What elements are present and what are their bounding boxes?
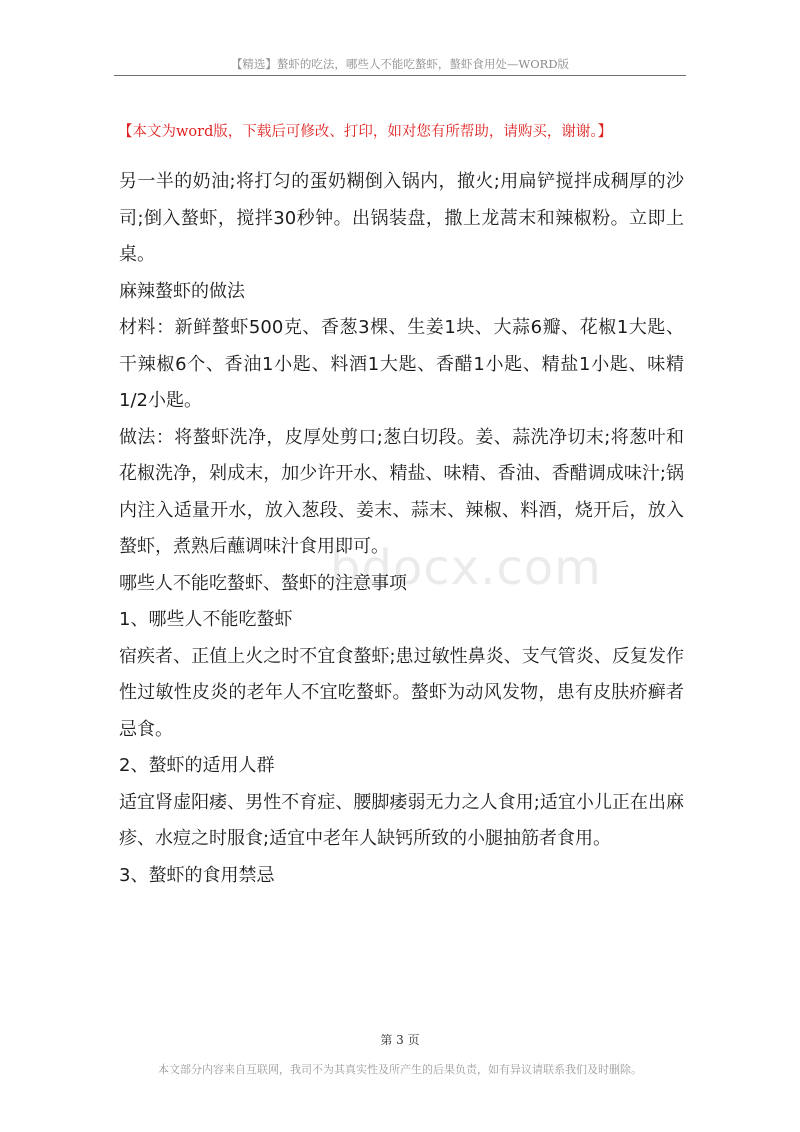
paragraph-who-should-not-eat: 宿疾者、正值上火之时不宜食螯虾;患过敏性鼻炎、支气管炎、反复发作性过敏性皮炎的老年人不宜吃螯虾。螯虾为动风发物，患有皮肤疥癣者忌食。 — [119, 645, 684, 740]
body-text — [119, 164, 684, 894]
header-title: 【精选】螯虾的吃法，哪些人不能吃螯虾，螯虾食用处—WORD版 — [230, 57, 570, 71]
heading-who-should-not-eat: 1、哪些人不能吃螯虾 — [119, 609, 293, 630]
header-divider — [114, 75, 686, 76]
page-number: 第 3 页 — [380, 1033, 420, 1047]
heading-precautions: 哪些人不能吃螯虾、螯虾的注意事项 — [119, 572, 407, 594]
heading-suitable-people: 2、螯虾的适用人群 — [119, 755, 275, 776]
download-notice: 【本文为word版，下载后可修改、打印，如对您有所帮助，请购买，谢谢。】 — [118, 124, 613, 140]
paragraph-method: 做法：将螯虾洗净，皮厚处剪口;葱白切段。姜、蒜洗净切末;将葱叶和花椒洗净，剁成末，加少许开水、精盐、味精、香油、香醋调成味汁;锅内注入适量开水，放入葱段、姜末、蒜末、辣椒、料酒，烧开后，放入螯虾，煮熟后蘸调味汁食用即可。 — [119, 426, 684, 557]
footer-disclaimer: 本文部分内容来自互联网，我司不为其真实性及所产生的后果负责，如有异议请联系我们及时删除。 — [158, 1063, 642, 1076]
paragraph-suitable-people: 适宜肾虚阳痿、男性不育症、腰脚痿弱无力之人食用;适宜小儿正在出麻疹、水痘之时服食;适宜中老年人缺钙所致的小腿抽筋者食用。 — [119, 791, 684, 849]
watermark: bdocx.com — [330, 540, 602, 596]
paragraph-ingredients: 材料：新鲜螯虾500克、香葱3棵、生姜1块、大蒜6瓣、花椒1大匙、干辣椒6个、香油1小匙、料酒1大匙、香醋1小匙、精盐1小匙、味精1/2小匙。 — [119, 317, 684, 411]
heading-taboos: 3、螯虾的食用禁忌 — [119, 864, 275, 886]
paragraph-recipe-continued: 另一半的奶油;将打匀的蛋奶糊倒入锅内，撤火;用扁铲搅拌成稠厚的沙司;倒入螯虾，搅拌30秒钟。出锅装盘，撒上龙蒿末和辣椒粉。立即上桌。 — [119, 171, 684, 265]
heading-spicy-crayfish: 麻辣螯虾的做法 — [119, 280, 245, 302]
